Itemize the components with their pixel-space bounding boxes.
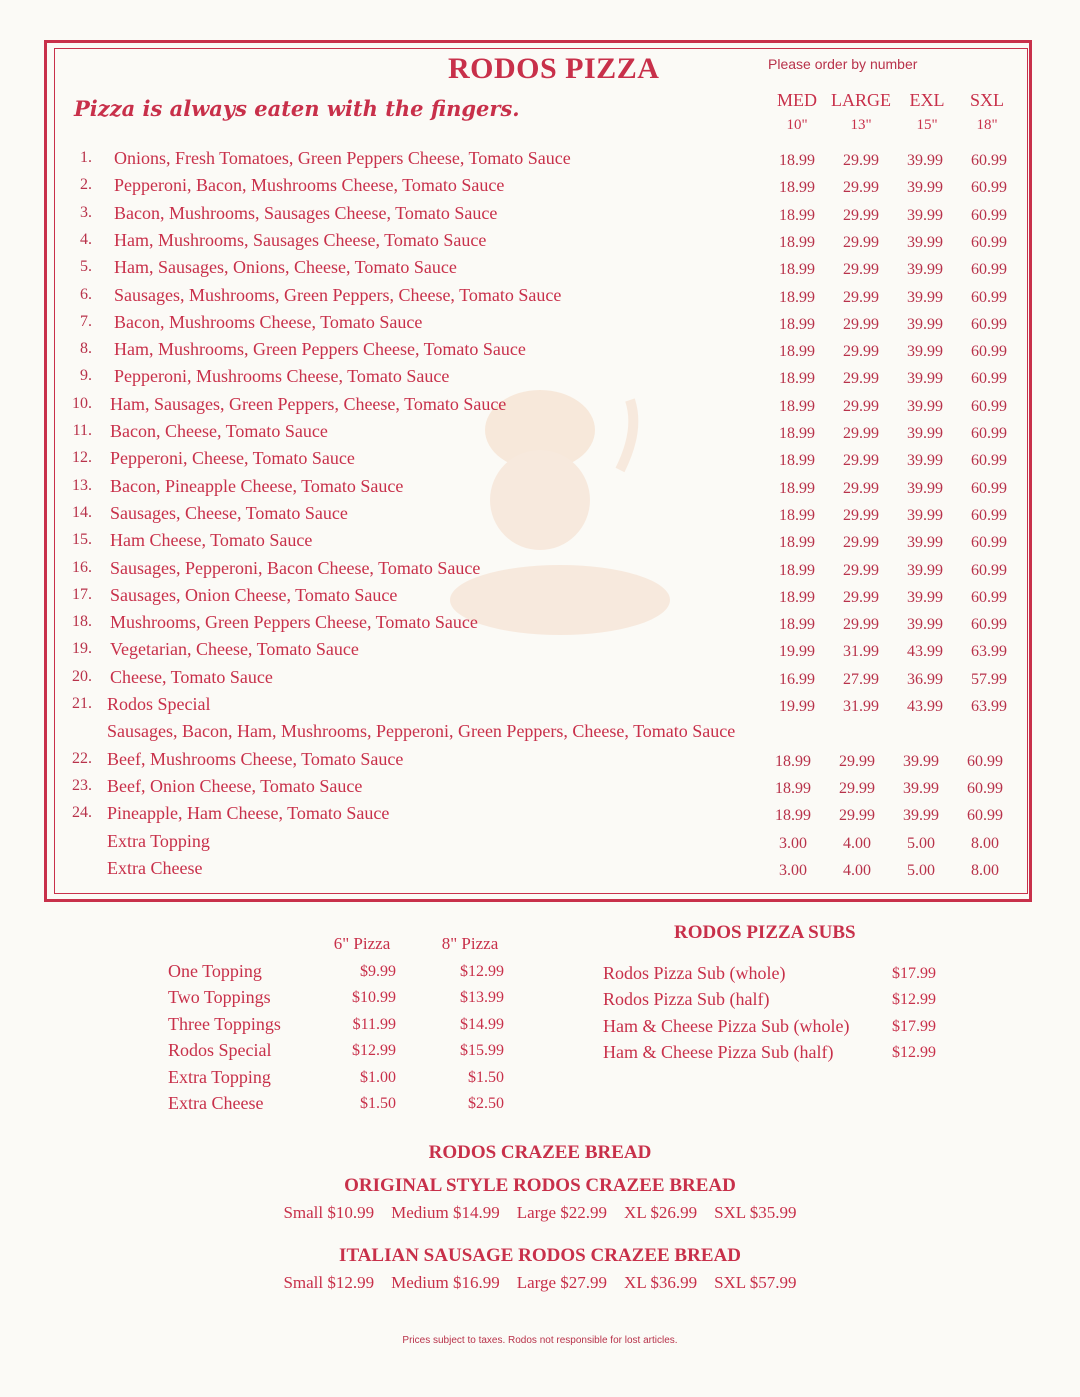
item-price: 29.99 [843,561,879,579]
item-price: 39.99 [907,261,943,279]
size-header-sxl: SXL [969,90,1004,110]
item-price: 18.99 [779,588,815,606]
item-price: 29.99 [843,425,879,442]
item-price: 29.99 [843,206,879,224]
small-pizza-6in-price: $1.50 [360,1095,396,1112]
item-number: 18. [72,613,92,631]
item-number: 15. [72,531,92,549]
item-description: Ham, Mushrooms, Green Peppers Cheese, Tomato Sauce [114,339,526,360]
small-pizza-6in-price: $12.99 [352,1042,396,1060]
item-price: 29.99 [843,588,879,606]
item-price: 39.99 [907,315,943,333]
item-price: 60.99 [971,179,1007,197]
item-price: 29.99 [843,479,879,497]
item-price: 39.99 [907,179,943,197]
item-price: 39.99 [907,452,943,470]
item-price: 39.99 [907,588,943,606]
small-pizza-label: Three Toppings [168,1013,281,1034]
item-price: 4.00 [843,861,871,879]
item-price: 63.99 [971,698,1007,715]
item-price: 29.99 [843,233,879,251]
item-price: 43.99 [907,698,943,715]
item-price: 19.99 [779,643,815,661]
menu-title: RODOS PIZZA [448,52,660,85]
item-price: 43.99 [907,643,943,661]
item-price: 39.99 [907,233,943,251]
item-description: Pineapple, Ham Cheese, Tomato Sauce [107,803,390,824]
size-header-large: LARGE [831,90,891,110]
item-price: 18.99 [779,233,815,251]
item-price: 60.99 [971,534,1007,552]
item-price: 18.99 [779,179,815,197]
item-price: 18.99 [779,288,815,306]
small-pizza-6in-price: $1.00 [360,1068,396,1086]
item-price: 29.99 [843,616,879,634]
item-price: 57.99 [971,670,1007,688]
item-price: 16.99 [779,670,815,688]
item-number: 14. [72,503,92,521]
item-price: 39.99 [907,506,943,524]
menu-tagline: Pizza is always eaten with the fingers. [74,96,520,121]
sub-label: Ham & Cheese Pizza Sub (whole) [603,1015,850,1036]
item-price: 60.99 [971,233,1007,251]
item-price: 8.00 [971,861,999,879]
sub-label: Rodos Pizza Sub (half) [603,989,770,1010]
item-price: 60.99 [971,288,1007,306]
item-price: 29.99 [843,534,879,552]
item-description: Mushrooms, Green Peppers Cheese, Tomato Sauce [110,612,478,633]
italian-bread-title: ITALIAN SAUSAGE RODOS CRAZEE BREAD [339,1245,741,1266]
item-price: 39.99 [907,370,943,388]
sub-price: $17.99 [892,1017,936,1035]
item-price: 60.99 [967,807,1003,825]
item-price: 29.99 [843,452,879,470]
item-price: 18.99 [779,206,815,224]
item-price: 39.99 [907,152,943,169]
item-price: 63.99 [971,643,1007,661]
item-price: 18.99 [779,397,815,415]
item-price: 39.99 [907,425,943,442]
item-description: Ham Cheese, Tomato Sauce [110,530,313,551]
item-price: 4.00 [843,834,871,852]
item-price: 29.99 [839,807,875,825]
item-number: 11. [72,422,92,439]
small-pizza-8in-price: $2.50 [468,1095,504,1112]
small-pizza-8in-price: $14.99 [460,1015,504,1033]
item-description: Bacon, Cheese, Tomato Sauce [110,421,328,441]
item-description: Bacon, Mushrooms, Sausages Cheese, Tomato Sauce [114,202,498,223]
header-8in-pizza: 8" Pizza [441,934,499,953]
small-pizza-6in-price: $10.99 [352,989,396,1007]
item-price: 39.99 [907,397,943,415]
item-description: Sausages, Cheese, Tomato Sauce [110,502,348,523]
subs-title: RODOS PIZZA SUBS [674,922,856,943]
header-6in-pizza: 6" Pizza [333,934,391,953]
item-price: 39.99 [907,288,943,306]
item-number: 21. [72,695,92,712]
item-description: Ham, Sausages, Onions, Cheese, Tomato Sauce [114,257,457,278]
sub-price: $17.99 [892,965,936,982]
item-price: 60.99 [971,397,1007,415]
small-pizza-label: Extra Topping [168,1066,271,1087]
item-price: 60.99 [971,315,1007,333]
item-number: 8. [80,340,92,358]
small-pizza-8in-price: $12.99 [460,963,504,980]
item-price: 39.99 [903,779,939,797]
size-inch-exl: 15" [916,117,938,133]
original-bread-title: ORIGINAL STYLE RODOS CRAZEE BREAD [344,1175,736,1196]
item-price: 18.99 [779,343,815,361]
item-price: 18.99 [779,561,815,579]
item-description: Extra Cheese [107,857,203,878]
item-number: 12. [72,449,92,467]
small-pizza-label: One Topping [168,961,262,981]
item-price: 29.99 [843,315,879,333]
item-price: 5.00 [907,861,935,879]
item-price: 3.00 [779,834,807,852]
item-number: 2. [80,176,92,194]
item-description: Pepperoni, Cheese, Tomato Sauce [110,448,355,469]
item-price: 29.99 [843,179,879,197]
item-price: 39.99 [907,206,943,224]
italian-bread-prices: Small $12.99 Medium $16.99 Large $27.99 XL $36.99 SXL $57.99 [283,1273,797,1292]
item-description: Rodos Special [107,694,211,714]
item-price: 18.99 [779,315,815,333]
item-price: 5.00 [907,834,935,852]
item-description: Ham, Mushrooms, Sausages Cheese, Tomato Sauce [114,229,487,250]
item-price: 18.99 [775,807,811,825]
item-number: 19. [72,640,92,658]
small-pizza-8in-price: $13.99 [460,989,504,1007]
item-price: 39.99 [907,616,943,634]
item-description: Sausages, Bacon, Ham, Mushrooms, Pepperoni, Green Peppers, Cheese, Tomato Sauce [107,721,736,742]
small-pizza-label: Two Toppings [168,987,271,1008]
item-price: 60.99 [971,616,1007,634]
small-pizza-8in-price: $15.99 [460,1042,504,1060]
item-description: Beef, Onion Cheese, Tomato Sauce [107,775,363,796]
item-description: Sausages, Mushrooms, Green Peppers, Cheese, Tomato Sauce [114,284,562,305]
item-price: 39.99 [903,752,939,770]
item-price: 60.99 [971,588,1007,606]
order-note: Please order by number [768,56,918,72]
item-description: Bacon, Mushrooms Cheese, Tomato Sauce [114,311,423,332]
item-description: Sausages, Pepperoni, Bacon Cheese, Tomato Sauce [110,557,481,578]
small-pizza-label: Extra Cheese [168,1093,264,1113]
item-price: 29.99 [839,752,875,770]
small-pizza-8in-price: $1.50 [468,1068,504,1086]
size-inch-large: 13" [850,117,872,133]
item-price: 60.99 [971,343,1007,361]
size-header-med: MED [777,90,817,110]
item-price: 60.99 [971,479,1007,497]
item-description: Bacon, Pineapple Cheese, Tomato Sauce [110,475,404,496]
item-price: 27.99 [843,670,879,688]
item-price: 29.99 [843,506,879,524]
item-price: 39.99 [907,343,943,361]
item-number: 13. [72,476,92,494]
item-description: Beef, Mushrooms Cheese, Tomato Sauce [107,748,404,769]
size-inch-sxl: 18" [976,117,998,133]
item-price: 29.99 [843,397,879,415]
sub-price: $12.99 [892,991,936,1009]
item-price: 18.99 [775,779,811,797]
item-price: 29.99 [839,779,875,797]
item-price: 39.99 [907,561,943,579]
item-price: 18.99 [779,616,815,634]
item-price: 60.99 [971,561,1007,579]
item-description: Onions, Fresh Tomatoes, Green Peppers Cheese, Tomato Sauce [114,148,571,168]
item-number: 1. [80,149,92,166]
item-number: 9. [80,367,92,385]
small-pizza-label: Rodos Special [168,1040,272,1061]
item-number: 24. [72,804,92,822]
item-price: 60.99 [971,370,1007,388]
item-price: 60.99 [971,261,1007,279]
item-number: 10. [72,394,92,412]
item-price: 60.99 [971,452,1007,470]
item-number: 17. [72,585,92,603]
item-description: Sausages, Onion Cheese, Tomato Sauce [110,584,398,605]
item-price: 18.99 [779,479,815,497]
item-price: 19.99 [779,698,815,715]
item-number: 5. [80,258,92,276]
item-price: 18.99 [779,152,815,169]
item-description: Pepperoni, Bacon, Mushrooms Cheese, Tomato Sauce [114,175,505,196]
sub-label: Ham & Cheese Pizza Sub (half) [603,1042,834,1063]
item-price: 29.99 [843,261,879,279]
item-price: 18.99 [779,506,815,524]
item-price: 60.99 [967,779,1003,797]
item-number: 4. [80,230,92,248]
item-description: Ham, Sausages, Green Peppers, Cheese, Tomato Sauce [110,393,507,414]
item-number: 6. [80,285,92,303]
item-price: 29.99 [843,343,879,361]
size-header-exl: EXL [909,90,945,110]
item-price: 39.99 [907,534,943,552]
small-pizza-6in-price: $9.99 [360,963,396,980]
item-price: 29.99 [843,152,879,169]
item-price: 18.99 [779,425,815,442]
item-price: 39.99 [903,807,939,825]
item-price: 3.00 [779,861,807,879]
item-price: 29.99 [843,370,879,388]
item-price: 18.99 [779,370,815,388]
sub-price: $12.99 [892,1044,936,1062]
item-price: 36.99 [907,670,943,688]
item-description: Vegetarian, Cheese, Tomato Sauce [110,639,359,660]
item-price: 8.00 [971,834,999,852]
item-price: 31.99 [843,643,879,661]
item-price: 60.99 [971,425,1007,442]
item-price: 29.99 [843,288,879,306]
crazee-bread-title: RODOS CRAZEE BREAD [428,1142,652,1163]
size-inch-med: 10" [786,117,808,133]
footer-note: Prices subject to taxes. Rodos not responsible for lost articles. [402,1335,678,1346]
item-price: 60.99 [971,206,1007,224]
sub-label: Rodos Pizza Sub (whole) [603,963,786,983]
item-number: 22. [72,749,92,767]
item-price: 18.99 [779,452,815,470]
item-number: 23. [72,776,92,794]
item-price: 18.99 [775,752,811,770]
item-number: 20. [72,667,92,685]
item-description: Pepperoni, Mushrooms Cheese, Tomato Sauce [114,366,450,387]
item-number: 7. [80,312,92,330]
item-description: Extra Topping [107,830,210,851]
item-price: 18.99 [779,534,815,552]
small-pizza-6in-price: $11.99 [352,1015,396,1033]
item-price: 31.99 [843,698,879,715]
original-bread-prices: Small $10.99 Medium $14.99 Large $22.99 XL $26.99 SXL $35.99 [283,1203,797,1222]
item-price: 60.99 [971,506,1007,524]
item-description: Cheese, Tomato Sauce [110,666,273,687]
item-price: 60.99 [971,152,1007,169]
item-price: 39.99 [907,479,943,497]
item-price: 60.99 [967,752,1003,770]
item-number: 16. [72,558,92,576]
item-number: 3. [80,203,92,221]
item-price: 18.99 [779,261,815,279]
